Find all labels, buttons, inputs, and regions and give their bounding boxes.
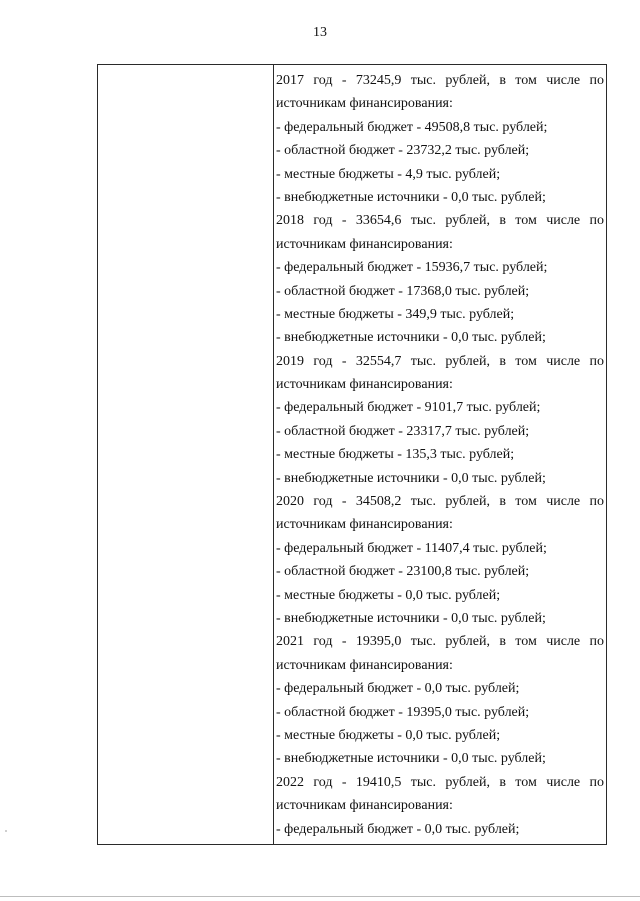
table-right-column <box>274 65 606 844</box>
federal-budget-2019: - федеральный бюджет - 9101,7 тыс. рублей; <box>276 400 541 416</box>
federal-budget-2022: - федеральный бюджет - 0,0 тыс. рублей; <box>276 821 520 837</box>
year-2022-total-line: 2022 год - 19410,5 тыс. рублей, в том числе по <box>276 774 604 790</box>
scan-bottom-edge <box>0 896 640 897</box>
local-budgets-2018: - местные бюджеты - 349,9 тыс. рублей; <box>276 306 515 322</box>
local-budgets-2019: - местные бюджеты - 135,3 тыс. рублей; <box>276 447 515 463</box>
regional-budget-2020: - областной бюджет - 23100,8 тыс. рублей; <box>276 564 530 580</box>
regional-budget-2018: - областной бюджет - 17368,0 тыс. рублей; <box>276 283 530 299</box>
financing-table <box>97 64 607 845</box>
year-2020-total-line: 2020 год - 34508,2 тыс. рублей, в том числе по <box>276 494 604 510</box>
year-2019-total-line: 2019 год - 32554,7 тыс. рублей, в том числе по <box>276 353 604 369</box>
regional-budget-2021: - областной бюджет - 19395,0 тыс. рублей; <box>276 704 530 720</box>
extrabudgetary-2018: - внебюджетные источники - 0,0 тыс. рублей; <box>276 330 546 346</box>
extrabudgetary-2017: - внебюджетные источники - 0,0 тыс. рублей; <box>276 189 546 205</box>
federal-budget-2018: - федеральный бюджет - 15936,7 тыс. рублей; <box>276 260 548 276</box>
financing-sources-label: источникам финансирования: <box>276 798 453 814</box>
regional-budget-2019: - областной бюджет - 23317,7 тыс. рублей; <box>276 423 530 439</box>
financing-sources-label: источникам финансирования: <box>276 377 453 393</box>
extrabudgetary-2019: - внебюджетные источники - 0,0 тыс. рублей; <box>276 470 546 486</box>
extrabudgetary-2021: - внебюджетные источники - 0,0 тыс. рублей; <box>276 751 546 767</box>
local-budgets-2017: - местные бюджеты - 4,9 тыс. рублей; <box>276 166 501 182</box>
financing-sources-label: источникам финансирования: <box>276 657 453 673</box>
regional-budget-2017: - областной бюджет - 23732,2 тыс. рублей; <box>276 143 530 159</box>
year-2017-total-line: 2017 год - 73245,9 тыс. рублей, в том числе по <box>276 73 604 88</box>
local-budgets-2021: - местные бюджеты - 0,0 тыс. рублей; <box>276 727 501 743</box>
table-left-column <box>98 65 274 844</box>
financing-sources-label: источникам финансирования: <box>276 236 453 252</box>
year-2018-total-line: 2018 год - 33654,6 тыс. рублей, в том числе по <box>276 213 604 229</box>
financing-sources-label: источникам финансирования: <box>276 96 453 112</box>
page-number: 13 <box>313 25 327 40</box>
financing-sources-label: источникам финансирования: <box>276 517 453 533</box>
local-budgets-2020: - местные бюджеты - 0,0 тыс. рублей; <box>276 587 501 603</box>
federal-budget-2017: - федеральный бюджет - 49508,8 тыс. рублей; <box>276 119 548 135</box>
extrabudgetary-2020: - внебюджетные источники - 0,0 тыс. рублей; <box>276 610 546 626</box>
year-2021-total-line: 2021 год - 19395,0 тыс. рублей, в том числе по <box>276 634 604 650</box>
federal-budget-2020: - федеральный бюджет - 11407,4 тыс. рублей; <box>276 540 547 556</box>
federal-budget-2021: - федеральный бюджет - 0,0 тыс. рублей; <box>276 681 520 697</box>
scan-speck <box>5 830 7 832</box>
